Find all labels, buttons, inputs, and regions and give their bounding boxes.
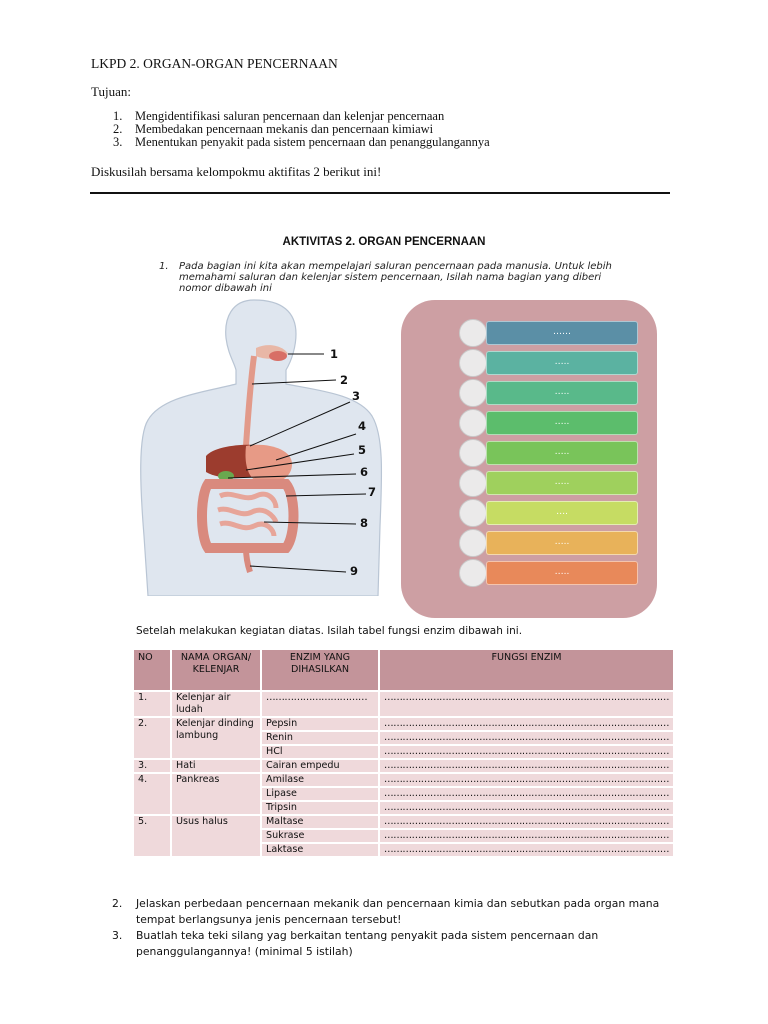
objectives-label: Tujuan: <box>91 84 131 99</box>
answer-circle <box>459 439 487 467</box>
discussion-instruction: Diskusilah bersama kelompokmu aktifitas 2 berikut ini! <box>91 164 382 179</box>
table-row <box>134 692 673 716</box>
cell-enzyme: Amilase <box>262 774 378 786</box>
cell-enzyme: Pepsin <box>262 718 378 730</box>
cell-function[interactable]: ………………………………………………………………………………… <box>380 746 673 758</box>
diagram-number: 6 <box>360 465 369 479</box>
enzyme-table <box>132 648 675 858</box>
digestive-system-diagram <box>136 296 386 596</box>
cell-organ: Kelenjar air ludah <box>172 692 260 716</box>
diagram-number: 8 <box>360 516 369 530</box>
table-row <box>134 774 673 786</box>
answer-box[interactable]: ….. <box>486 381 638 405</box>
table-row <box>134 718 673 730</box>
answer-circle <box>459 559 487 587</box>
cell-function[interactable]: ………………………………………………………………………………… <box>380 718 673 730</box>
cell-no: 4. <box>134 774 170 814</box>
cell-organ: Hati <box>172 760 260 772</box>
diagram-number: 5 <box>358 443 367 457</box>
cell-function[interactable]: ………………………………………………………………………………… <box>380 692 673 716</box>
cell-function[interactable]: ………………………………………………………………………………… <box>380 788 673 800</box>
cell-no: 3. <box>134 760 170 772</box>
diagram-number: 1 <box>330 347 339 361</box>
answer-box[interactable]: ….. <box>486 561 638 585</box>
table-row <box>134 760 673 772</box>
cell-enzyme: Maltase <box>262 816 378 828</box>
answer-circle <box>459 349 487 377</box>
header-function: FUNGSI ENZIM <box>380 650 673 690</box>
answer-circle <box>459 409 487 437</box>
answer-box[interactable]: …. <box>486 501 638 525</box>
cell-enzyme: Laktase <box>262 844 378 856</box>
answer-box[interactable]: ….. <box>486 531 638 555</box>
answer-circle <box>459 319 487 347</box>
cell-organ: Pankreas <box>172 774 260 814</box>
cell-enzyme: Tripsin <box>262 802 378 814</box>
header-enzyme: ENZIM YANG DIHASILKAN <box>262 650 378 690</box>
table-header-row <box>134 650 673 690</box>
question-list <box>112 896 692 960</box>
cell-enzyme[interactable]: …………………………… <box>262 692 378 716</box>
answer-box[interactable]: ….. <box>486 441 638 465</box>
diagram-number: 4 <box>358 419 367 433</box>
answer-box[interactable]: ….. <box>486 411 638 435</box>
objective-item: 1. Mengidentifikasi saluran pencernaan dan kelenjar pencernaan <box>113 109 445 123</box>
cell-function[interactable]: ………………………………………………………………………………… <box>380 760 673 772</box>
cell-organ: Usus halus <box>172 816 260 856</box>
cell-function[interactable]: ………………………………………………………………………………… <box>380 830 673 842</box>
answer-box[interactable]: …… <box>486 321 638 345</box>
objective-item: 3. Menentukan penyakit pada sistem pencernaan dan penanggulangannya <box>113 135 490 149</box>
cell-enzyme: Cairan empedu <box>262 760 378 772</box>
divider-line <box>90 192 670 194</box>
diagram-number: 7 <box>368 485 377 499</box>
answer-box[interactable]: ….. <box>486 351 638 375</box>
answer-circle <box>459 529 487 557</box>
cell-organ: Kelenjar dinding lambung <box>172 718 260 758</box>
cell-function[interactable]: ………………………………………………………………………………… <box>380 844 673 856</box>
diagram-number: 9 <box>350 564 359 578</box>
cell-enzyme: Sukrase <box>262 830 378 842</box>
table-instruction: Setelah melakukan kegiatan diatas. Isilah tabel fungsi enzim dibawah ini. <box>136 625 523 637</box>
answer-box[interactable]: ….. <box>486 471 638 495</box>
tongue-shape <box>269 351 287 361</box>
answer-circle <box>459 469 487 497</box>
question-item: 2. Jelaskan perbedaan pencernaan mekanik dan pencernaan kimia dan sebutkan pada organ mana tempat berlangsunya jenis pencernaan tersebut! <box>112 897 660 926</box>
cell-function[interactable]: ………………………………………………………………………………… <box>380 774 673 786</box>
header-organ: NAMA ORGAN/ KELENJAR <box>172 650 260 690</box>
header-no: NO <box>134 650 170 690</box>
cell-enzyme: Renin <box>262 732 378 744</box>
answer-circle <box>459 379 487 407</box>
diagram-number: 2 <box>340 373 349 387</box>
answer-circle <box>459 499 487 527</box>
cell-function[interactable]: ………………………………………………………………………………… <box>380 802 673 814</box>
cell-enzyme: HCl <box>262 746 378 758</box>
cell-no: 2. <box>134 718 170 758</box>
question-item: 3. Buatlah teka teki silang yag berkaitan tentang penyakit pada sistem pencernaan dan penanggulangannya! (minimal 5 istilah) <box>112 929 599 958</box>
activity-description: 1. Pada bagian ini kita akan mempelajari saluran pencernaan pada manusia. Untuk lebih memahami saluran dan kelenjar sistem pencernaan, Isilah nama bagian yang diberi nomor dibawah ini <box>159 261 612 294</box>
cell-no: 5. <box>134 816 170 856</box>
objective-item: 2. Membedakan pencernaan mekanis dan pencernaan kimiawi <box>113 122 434 136</box>
cell-no: 1. <box>134 692 170 716</box>
diagram-number: 3 <box>352 389 361 403</box>
objectives-list <box>91 110 490 149</box>
worksheet-title: LKPD 2. ORGAN-ORGAN PENCERNAAN <box>91 56 338 71</box>
cell-enzyme: Lipase <box>262 788 378 800</box>
table-row <box>134 816 673 828</box>
cell-function[interactable]: ………………………………………………………………………………… <box>380 732 673 744</box>
activity-title: AKTIVITAS 2. ORGAN PENCERNAAN <box>282 236 486 248</box>
cell-function[interactable]: ………………………………………………………………………………… <box>380 816 673 828</box>
